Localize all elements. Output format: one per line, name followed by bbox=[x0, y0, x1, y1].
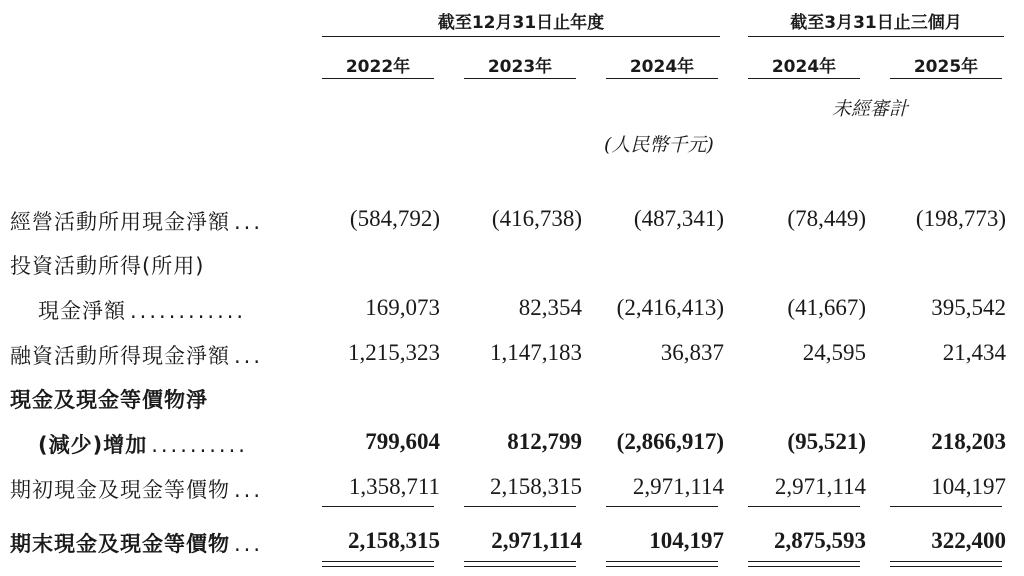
group-header-three-months: 截至3月31日止三個月 bbox=[790, 13, 962, 33]
total-double-underline-bottom bbox=[890, 566, 1002, 567]
cell-opening-2022: 1,358,711 bbox=[348, 474, 440, 499]
cell-operating-2025q1: (198,773) bbox=[915, 206, 1006, 231]
row-label-text: 現金及現金等價物淨 bbox=[10, 388, 208, 412]
row-label-text: (減少)增加 bbox=[38, 433, 148, 457]
subtotal-underline bbox=[464, 506, 576, 507]
cell-investing-2025q1: 395,542 bbox=[931, 295, 1006, 320]
total-double-underline-top bbox=[464, 561, 576, 562]
leader-dots: ... bbox=[234, 210, 264, 234]
year-header-2025-q1: 2025年 bbox=[913, 57, 979, 77]
year-underline bbox=[890, 78, 1002, 79]
cell-operating-2022: (584,792) bbox=[349, 206, 440, 231]
total-double-underline-bottom bbox=[606, 566, 718, 567]
cell-investing-2024q1: (41,667) bbox=[787, 295, 866, 320]
row-label-opening-cash bbox=[10, 474, 263, 504]
total-double-underline-top bbox=[890, 561, 1002, 562]
unaudited-note: 未經審計 bbox=[832, 98, 909, 120]
row-label-operating bbox=[10, 206, 263, 236]
leader-dots: ... bbox=[234, 344, 264, 368]
row-label-closing-cash bbox=[10, 528, 263, 558]
subtotal-underline bbox=[890, 506, 1002, 507]
year-header-2024: 2024年 bbox=[629, 57, 695, 77]
total-double-underline-bottom bbox=[464, 566, 576, 567]
cell-financing-2022: 1,215,323 bbox=[348, 340, 440, 365]
row-label-text: 經營活動所用現金淨額 bbox=[10, 210, 230, 234]
cell-opening-2024q1: 2,971,114 bbox=[774, 474, 866, 499]
row-label-financing bbox=[10, 340, 263, 370]
row-label-text: 融資活動所得現金淨額 bbox=[10, 344, 230, 368]
cell-investing-2022: 169,073 bbox=[365, 295, 440, 320]
row-label-investing-net bbox=[38, 295, 246, 325]
cell-net-change-2025q1: 218,203 bbox=[931, 429, 1006, 454]
cell-financing-2025q1: 21,434 bbox=[942, 340, 1006, 365]
cell-net-change-2023: 812,799 bbox=[507, 429, 582, 454]
year-underline bbox=[748, 78, 860, 79]
leader-dots: ... bbox=[234, 478, 264, 502]
cell-net-change-2024q1: (95,521) bbox=[787, 429, 866, 454]
leader-dots: ... bbox=[234, 532, 264, 556]
subtotal-underline bbox=[606, 506, 718, 507]
cell-operating-2024: (487,341) bbox=[633, 206, 724, 231]
row-label-text: 投資活動所得(所用) bbox=[10, 254, 205, 278]
group-header-fiscal-years: 截至12月31日止年度 bbox=[437, 13, 605, 33]
total-double-underline-bottom bbox=[322, 566, 434, 567]
year-underline bbox=[322, 78, 434, 79]
row-label-net-change-value bbox=[38, 429, 248, 459]
total-double-underline-bottom bbox=[748, 566, 860, 567]
cell-net-change-2022: 799,604 bbox=[365, 429, 440, 454]
cell-opening-2024: 2,971,114 bbox=[632, 474, 724, 499]
year-header-2023: 2023年 bbox=[487, 57, 553, 77]
cell-operating-2024q1: (78,449) bbox=[787, 206, 866, 231]
cell-financing-2024: 36,837 bbox=[660, 340, 724, 365]
cell-closing-2022: 2,158,315 bbox=[348, 528, 440, 553]
group-header-underline-fiscal bbox=[322, 36, 720, 37]
year-underline bbox=[464, 78, 576, 79]
year-header-2022: 2022年 bbox=[345, 57, 411, 77]
total-double-underline-top bbox=[322, 561, 434, 562]
total-double-underline-top bbox=[606, 561, 718, 562]
subtotal-underline bbox=[322, 506, 434, 507]
leader-dots: .......... bbox=[151, 433, 248, 457]
cell-operating-2023: (416,738) bbox=[491, 206, 582, 231]
cell-opening-2025q1: 104,197 bbox=[931, 474, 1006, 499]
cell-financing-2024q1: 24,595 bbox=[802, 340, 866, 365]
row-label-text: 期初現金及現金等價物 bbox=[10, 478, 230, 502]
row-label-text: 期末現金及現金等價物 bbox=[10, 532, 230, 556]
cell-financing-2023: 1,147,183 bbox=[490, 340, 582, 365]
cell-investing-2023: 82,354 bbox=[518, 295, 582, 320]
cell-closing-2025q1: 322,400 bbox=[931, 528, 1006, 553]
row-label-text: 現金淨額 bbox=[38, 299, 126, 323]
cell-opening-2023: 2,158,315 bbox=[490, 474, 582, 499]
leader-dots: ............ bbox=[130, 299, 247, 323]
currency-note: (人民幣千元) bbox=[604, 134, 714, 156]
cell-closing-2023: 2,971,114 bbox=[491, 528, 582, 553]
cell-net-change-2024: (2,866,917) bbox=[616, 429, 724, 454]
total-double-underline-top bbox=[748, 561, 860, 562]
subtotal-underline bbox=[748, 506, 860, 507]
year-header-2024-q1: 2024年 bbox=[771, 57, 837, 77]
year-underline bbox=[606, 78, 718, 79]
row-label-investing bbox=[10, 250, 204, 280]
group-header-underline-three-months bbox=[748, 36, 1004, 37]
row-label-net-change bbox=[10, 384, 208, 414]
cell-closing-2024: 104,197 bbox=[649, 528, 724, 553]
cell-investing-2024: (2,416,413) bbox=[616, 295, 724, 320]
cell-closing-2024q1: 2,875,593 bbox=[774, 528, 866, 553]
